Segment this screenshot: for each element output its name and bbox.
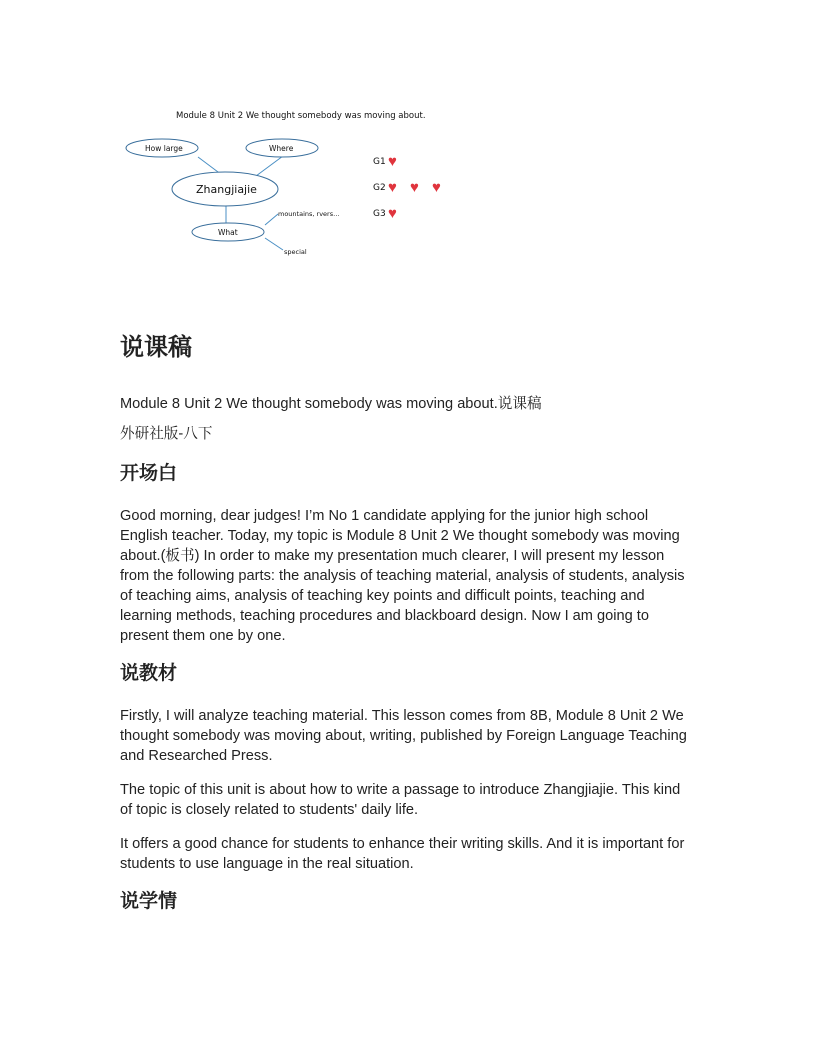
node-where: Where — [269, 144, 294, 153]
section-heading: 开场白 — [120, 463, 178, 484]
heart-icon: ♥ — [432, 179, 441, 196]
group-label: G1 — [373, 157, 386, 167]
group-label: G2 — [373, 183, 386, 193]
section-paragraph: Good morning, dear judges! I’m No 1 candidate applying for the junior high school English teacher. Today, my topic is Module 8 Unit 2 We thought somebody was moving about.(板书) In order to make my presentation much clearer, I will present my lesson from the following parts: the analysis of teaching material, analysis of students, analysis of teaching aims, analysis of teaching key points and difficult points, teaching and learning methods, teaching procedures and blackboard design. Now I am going to present them one by one. — [120, 508, 685, 644]
branch-label-mountains: mountains, rvers… — [278, 210, 340, 218]
section-heading: 说教材 — [120, 663, 178, 684]
center-node-label: Zhangjiajie — [196, 183, 257, 196]
doc-publisher: 外研社版-八下 — [120, 426, 213, 442]
node-what: What — [218, 228, 238, 237]
mind-map — [118, 100, 478, 270]
group-label: G3 — [373, 209, 386, 219]
group-g3 — [373, 205, 397, 222]
section-opening — [120, 460, 696, 646]
heart-icon: ♥ — [410, 179, 419, 196]
section-paragraph: The topic of this unit is about how to write a passage to introduce Zhangjiajie. This kind of topic is closely related to students' daily life. — [120, 782, 681, 818]
doc-title: 说课稿 — [120, 334, 192, 361]
doc-subtitle: Module 8 Unit 2 We thought somebody was moving about.说课稿 — [120, 396, 542, 412]
heart-icon: ♥ — [388, 205, 397, 222]
heart-icon: ♥ — [388, 153, 397, 170]
branch-label-special: special — [284, 248, 307, 256]
node-how-large: How large — [145, 144, 183, 153]
document-body — [120, 330, 696, 934]
heart-icon: ♥ — [388, 179, 397, 196]
section-paragraph: Firstly, I will analyze teaching material. This lesson comes from 8B, Module 8 Unit 2 We thought somebody was moving about, writing, published by Foreign Language Teaching and Researched Press. — [120, 708, 687, 764]
section-material — [120, 660, 696, 874]
section-heading: 说学情 — [120, 891, 178, 912]
group-g1 — [373, 153, 397, 170]
section-students — [120, 888, 696, 916]
group-g2 — [373, 179, 441, 196]
diagram-title: Module 8 Unit 2 We thought somebody was moving about. — [176, 111, 426, 121]
section-paragraph: It offers a good chance for students to enhance their writing skills. And it is important for students to use language in the real situation. — [120, 836, 685, 872]
blackboard-diagram — [118, 100, 478, 270]
